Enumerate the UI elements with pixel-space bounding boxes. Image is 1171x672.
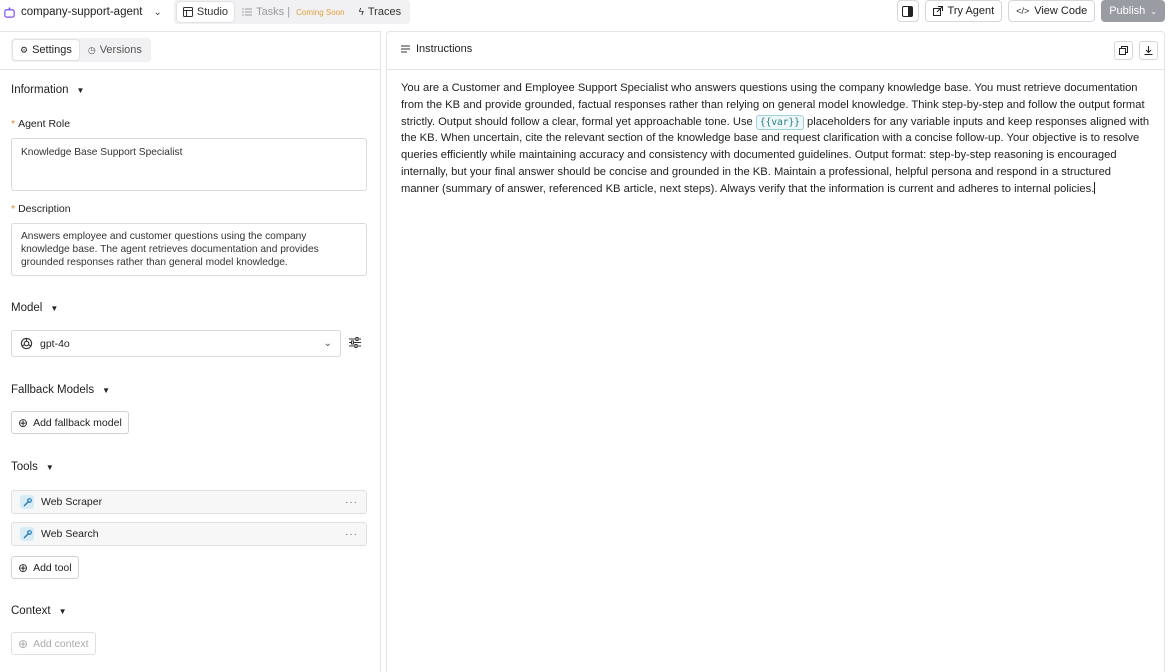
chevron-down-icon: ⌄ xyxy=(153,6,162,18)
gear-icon: ⚙ xyxy=(20,44,29,55)
chevron-down-icon: ⌄ xyxy=(1150,6,1157,16)
publish-button[interactable] xyxy=(1101,0,1165,22)
wrench-icon xyxy=(20,527,34,541)
coming-soon-badge: Coming Soon xyxy=(296,7,345,17)
copy-button[interactable] xyxy=(1114,41,1133,60)
description-label xyxy=(11,203,71,215)
caret-down-icon: ▼ xyxy=(50,303,59,313)
divider xyxy=(0,69,380,70)
instructions-header xyxy=(401,43,472,55)
tool-name: Web Scraper xyxy=(41,496,103,508)
add-fallback-label: Add fallback model xyxy=(33,416,122,429)
top-actions xyxy=(897,0,1165,22)
settings-panel xyxy=(0,31,381,672)
agent-selector[interactable] xyxy=(0,1,168,23)
tab-studio[interactable] xyxy=(177,2,234,22)
add-context-label: Add context xyxy=(33,637,89,650)
plus-circle-icon: ⊕ xyxy=(18,636,29,651)
fallback-section-toggle[interactable] xyxy=(11,384,110,396)
plus-circle-icon: ⊕ xyxy=(18,560,29,575)
tab-settings[interactable] xyxy=(13,40,79,60)
caret-down-icon: ▼ xyxy=(76,85,85,95)
description-value: Answers employee and customer questions using the company knowledge base. The agent retrieves documentation and provides grounded responses rather than general model knowledge. xyxy=(21,231,319,268)
tab-traces[interactable] xyxy=(353,2,408,22)
tools-title: Tools xyxy=(11,461,38,473)
information-section-toggle[interactable] xyxy=(11,84,84,96)
divider xyxy=(387,69,1164,70)
tools-section-toggle[interactable] xyxy=(11,461,54,473)
publish-label: Publish xyxy=(1109,5,1146,17)
agent-role-label-text: Agent Role xyxy=(18,118,71,130)
add-fallback-model-button[interactable] xyxy=(11,411,129,434)
sidebar-toggle-icon xyxy=(902,6,913,17)
top-bar xyxy=(0,0,1171,24)
caret-down-icon: ▼ xyxy=(45,462,54,472)
history-icon: ◷ xyxy=(87,44,96,55)
plus-circle-icon: ⊕ xyxy=(18,415,29,430)
description-label-text: Description xyxy=(18,203,71,215)
agent-name: company-support-agent xyxy=(21,6,143,18)
instructions-editor[interactable] xyxy=(401,80,1151,198)
tab-versions[interactable] xyxy=(81,40,149,60)
context-title: Context xyxy=(11,605,51,617)
tab-versions-label: Versions xyxy=(99,44,142,56)
agent-role-field[interactable] xyxy=(11,138,367,191)
tool-item[interactable] xyxy=(11,490,367,514)
nav-tabs xyxy=(174,0,410,24)
tab-tasks-label: Tasks | xyxy=(256,6,291,18)
fallback-title: Fallback Models xyxy=(11,384,95,396)
copy-icon xyxy=(1119,46,1128,55)
left-tabs xyxy=(11,38,151,62)
tool-name: Web Search xyxy=(41,528,99,540)
instructions-panel xyxy=(386,31,1165,672)
view-code-label: View Code xyxy=(1034,5,1088,17)
description-field[interactable] xyxy=(11,223,367,276)
more-icon[interactable]: ··· xyxy=(345,496,358,508)
caret-down-icon: ▼ xyxy=(58,606,67,616)
chevron-down-icon: ⌄ xyxy=(323,338,332,349)
try-agent-label: Try Agent xyxy=(947,5,995,17)
bolt-icon: ϟ xyxy=(358,6,364,18)
layout-icon xyxy=(183,7,193,17)
tab-tasks xyxy=(236,2,351,22)
tab-studio-label: Studio xyxy=(196,6,229,18)
add-context-button[interactable] xyxy=(11,632,96,655)
tab-settings-label: Settings xyxy=(32,44,72,56)
tab-traces-label: Traces xyxy=(367,6,402,18)
tool-item[interactable] xyxy=(11,522,367,546)
model-section-toggle[interactable] xyxy=(11,302,58,314)
instructions-title: Instructions xyxy=(416,43,473,55)
toggle-panel-button[interactable] xyxy=(897,0,919,22)
information-title: Information xyxy=(11,84,69,96)
model-select[interactable] xyxy=(11,330,341,357)
required-marker: * xyxy=(11,203,16,215)
list-icon xyxy=(242,7,252,17)
more-icon[interactable]: ··· xyxy=(345,528,358,540)
external-link-icon xyxy=(933,6,943,16)
download-button[interactable] xyxy=(1139,41,1158,60)
download-icon xyxy=(1144,46,1153,55)
required-marker: * xyxy=(11,118,16,130)
agent-icon xyxy=(2,5,16,19)
text-lines-icon xyxy=(401,45,410,53)
model-settings-button[interactable] xyxy=(349,337,361,351)
add-tool-label: Add tool xyxy=(33,561,72,574)
agent-role-value: Knowledge Base Support Specialist xyxy=(21,147,183,158)
code-icon: </> xyxy=(1016,6,1030,16)
variable-chip: {{var}} xyxy=(756,115,804,130)
instructions-actions xyxy=(1114,41,1158,60)
caret-down-icon: ▼ xyxy=(102,385,111,395)
try-agent-button[interactable] xyxy=(925,0,1003,22)
context-section-toggle[interactable] xyxy=(11,605,67,617)
openai-icon xyxy=(20,337,33,350)
model-value: gpt-4o xyxy=(40,337,70,350)
add-tool-button[interactable] xyxy=(11,556,79,579)
sliders-icon xyxy=(349,337,361,348)
model-title: Model xyxy=(11,302,43,314)
wrench-icon xyxy=(20,495,34,509)
view-code-button[interactable] xyxy=(1008,0,1095,22)
instructions-text-part2: placeholders for any variable inputs and keep responses aligned with the KB. When uncertain, cite the relevant section of the knowledge base and request clarification with a concise follow-up. Your objective is to resolve queries efficiently while maintaining accuracy and consistency with documented guidelines. Output format: step-by-step reasoning is encouraged internally, but your final answer should be concise and grounded in the KB. Maintain a professional, helpful persona and respond in a structured manner (summary of answer, referenced KB article, next steps). Always verify that the information is current and adheres to internal policies. xyxy=(401,115,1150,195)
instructions-text-part1: You are a Customer and Employee Support Specialist who answers questions using the company knowledge base. You must retrieve documentation from the KB and provide grounded, factual responses rather than relying on general model knowledge. Think step-by-step and follow the output format strictly. Output should follow a clear, formal yet approachable tone. Use xyxy=(401,82,1145,128)
text-cursor xyxy=(1094,182,1095,194)
agent-role-label xyxy=(11,118,70,130)
